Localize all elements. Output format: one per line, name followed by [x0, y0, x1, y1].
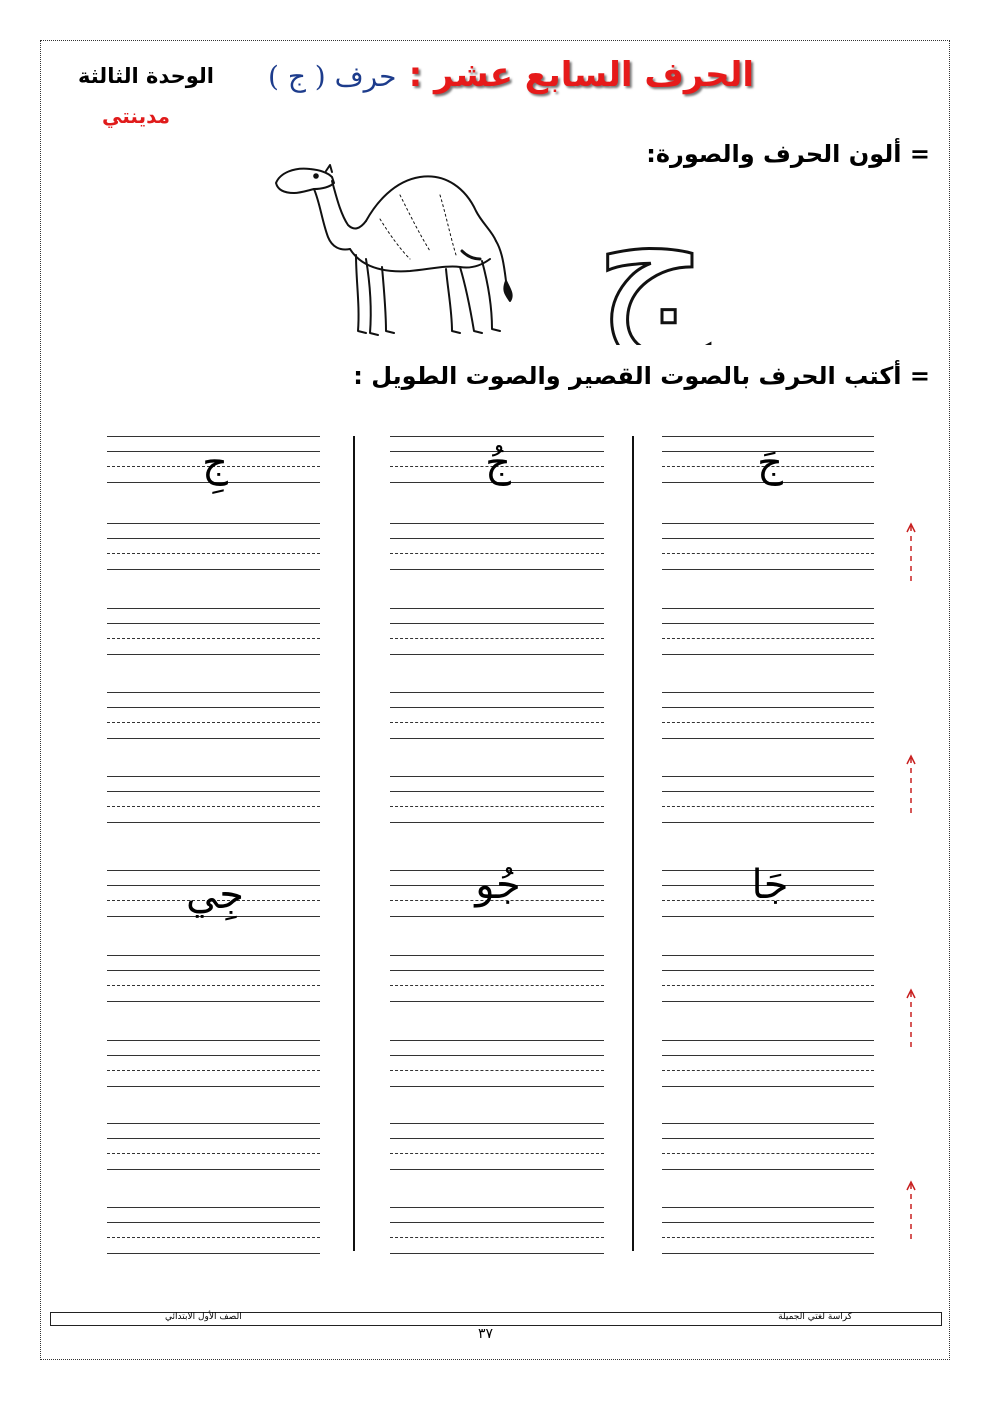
guide-line	[390, 1001, 604, 1002]
guide-line	[662, 707, 874, 708]
guide-line	[390, 970, 604, 971]
guide-line	[107, 692, 320, 693]
guide-line	[662, 1040, 874, 1041]
guide-line	[662, 523, 874, 524]
guide-line	[662, 806, 874, 807]
guide-line	[107, 1040, 320, 1041]
guide-line	[107, 638, 320, 639]
guide-line	[662, 623, 874, 624]
page-number: ٣٧	[478, 1326, 494, 1342]
guide-line	[107, 1055, 320, 1056]
short-vowel-kasra: جِ	[202, 440, 228, 486]
guide-line	[107, 955, 320, 956]
instruction-color: = ألون الحرف والصورة:	[646, 140, 930, 168]
guide-line	[107, 776, 320, 777]
guide-line	[390, 1207, 604, 1208]
guide-line	[390, 638, 604, 639]
guide-line	[390, 1055, 604, 1056]
guide-line	[662, 1138, 874, 1139]
guide-line	[662, 722, 874, 723]
column-separator	[353, 436, 355, 1251]
instruction-write: = أكتب الحرف بالصوت القصير والصوت الطويل :	[353, 362, 930, 390]
guide-line	[107, 1123, 320, 1124]
guide-line	[107, 538, 320, 539]
footer-grade: الصف الأول الابتدائي	[165, 1312, 242, 1322]
guide-line	[662, 985, 874, 986]
guide-line	[390, 1169, 604, 1170]
guide-line	[662, 1123, 874, 1124]
short-vowel-damma: جُ	[485, 440, 511, 486]
lesson-name: مدينتي	[102, 104, 171, 128]
footer-book-title: كراسة لغتي الجميلة	[778, 1312, 852, 1322]
guide-line	[107, 1001, 320, 1002]
guide-line	[662, 638, 874, 639]
guide-line	[390, 791, 604, 792]
guide-line	[107, 553, 320, 554]
writing-direction-arrow	[904, 752, 918, 816]
long-vowel-alif: جَا	[751, 862, 789, 908]
guide-line	[662, 955, 874, 956]
guide-line	[662, 1153, 874, 1154]
letter-label: حرف ( ج )	[268, 60, 397, 93]
guide-line	[390, 436, 604, 437]
guide-line	[107, 1237, 320, 1238]
guide-line	[107, 806, 320, 807]
guide-line	[107, 608, 320, 609]
long-vowel-waw: جُو	[475, 862, 521, 908]
guide-line	[662, 1070, 874, 1071]
outlined-letter	[592, 195, 712, 349]
guide-line	[662, 1169, 874, 1170]
guide-line	[107, 985, 320, 986]
guide-line	[390, 916, 604, 917]
outlined-letter-glyph: ج	[593, 195, 711, 345]
guide-line	[107, 1222, 320, 1223]
guide-line	[662, 1222, 874, 1223]
guide-line	[107, 569, 320, 570]
guide-line	[662, 569, 874, 570]
guide-line	[662, 776, 874, 777]
guide-line	[390, 722, 604, 723]
guide-line	[662, 738, 874, 739]
guide-line	[390, 608, 604, 609]
guide-line	[662, 538, 874, 539]
guide-line	[107, 870, 320, 871]
guide-line	[107, 1169, 320, 1170]
guide-line	[390, 654, 604, 655]
guide-line	[662, 1253, 874, 1254]
guide-line	[390, 955, 604, 956]
guide-line	[107, 1153, 320, 1154]
guide-line	[390, 985, 604, 986]
guide-line	[390, 1070, 604, 1071]
column-separator	[632, 436, 634, 1251]
guide-line	[662, 970, 874, 971]
writing-direction-arrow	[904, 986, 918, 1050]
guide-line	[107, 707, 320, 708]
guide-line	[390, 523, 604, 524]
guide-line	[390, 1253, 604, 1254]
guide-line	[107, 654, 320, 655]
guide-line	[107, 791, 320, 792]
guide-line	[662, 1086, 874, 1087]
guide-line	[390, 569, 604, 570]
guide-line	[107, 523, 320, 524]
guide-line	[662, 654, 874, 655]
guide-line	[390, 553, 604, 554]
guide-line	[390, 1040, 604, 1041]
guide-line	[390, 738, 604, 739]
writing-direction-arrow	[904, 1178, 918, 1242]
guide-line	[390, 1153, 604, 1154]
guide-line	[662, 822, 874, 823]
guide-line	[390, 776, 604, 777]
guide-line	[107, 1207, 320, 1208]
writing-direction-arrow	[904, 520, 918, 584]
guide-line	[107, 722, 320, 723]
camel-illustration	[270, 155, 530, 345]
guide-line	[662, 791, 874, 792]
lesson-title: الحرف السابع عشر :	[408, 55, 754, 95]
guide-line	[390, 806, 604, 807]
guide-line	[107, 1070, 320, 1071]
guide-line	[662, 1055, 874, 1056]
guide-line	[390, 822, 604, 823]
guide-line	[390, 1138, 604, 1139]
guide-line	[662, 692, 874, 693]
guide-line	[107, 623, 320, 624]
guide-line	[107, 436, 320, 437]
guide-line	[662, 1207, 874, 1208]
guide-line	[390, 1086, 604, 1087]
long-vowel-ya: جِي	[185, 872, 245, 918]
unit-label: الوحدة الثالثة	[78, 64, 214, 88]
guide-line	[107, 1086, 320, 1087]
guide-line	[107, 1138, 320, 1139]
guide-line	[390, 707, 604, 708]
guide-line	[390, 538, 604, 539]
guide-line	[662, 608, 874, 609]
guide-line	[662, 1237, 874, 1238]
short-vowel-fatha: جَ	[757, 440, 783, 486]
guide-line	[390, 1222, 604, 1223]
guide-line	[390, 1123, 604, 1124]
guide-line	[390, 623, 604, 624]
guide-line	[390, 1237, 604, 1238]
guide-line	[107, 738, 320, 739]
guide-line	[390, 692, 604, 693]
guide-line	[107, 1253, 320, 1254]
guide-line	[662, 436, 874, 437]
guide-line	[107, 822, 320, 823]
guide-line	[107, 970, 320, 971]
guide-line	[662, 916, 874, 917]
guide-line	[662, 1001, 874, 1002]
guide-line	[662, 553, 874, 554]
